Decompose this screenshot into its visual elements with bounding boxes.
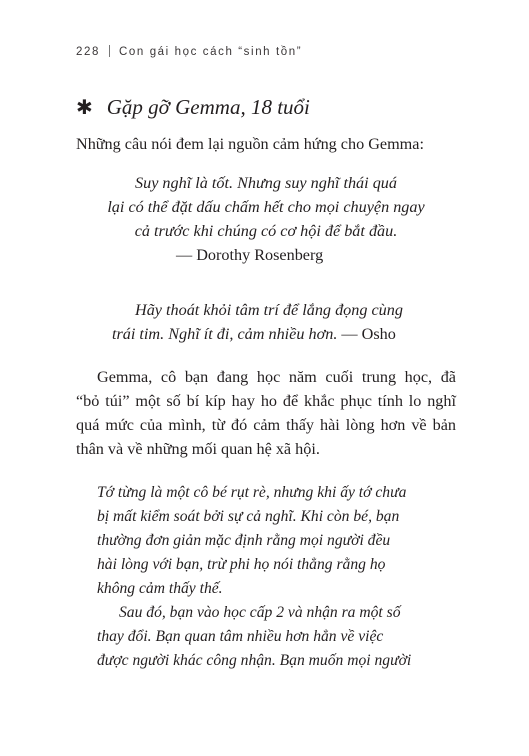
quote1-attribution: — Dorothy Rosenberg — [176, 246, 324, 264]
letter-line-1: Tớ từng là một cô bé rụt rè, nhưng khi ấy tớ chưa — [97, 484, 407, 501]
running-header — [76, 45, 302, 58]
page-number: 228 — [76, 46, 100, 58]
book-title: Con gái học cách “sinh tồn” — [119, 46, 303, 58]
quote2-attribution: — Osho — [337, 325, 396, 343]
quote1-line-1: Suy nghĩ là tốt. Nhưng suy nghĩ thái quá — [135, 174, 397, 192]
section-title-text: Gặp gỡ Gemma, 18 tuổi — [106, 95, 310, 119]
asterisk-icon: ✱ — [76, 95, 93, 119]
quote1-line-2: lại có thể đặt dấu chấm hết cho mọi chuyện ngay — [107, 198, 425, 216]
letter-line-2: bị mất kiểm soát bởi sự cả nghĩ. Khi còn bé, bạn — [97, 508, 400, 525]
letter-line-8: được người khác công nhận. Bạn muốn mọi người — [97, 652, 412, 669]
quote2-line-1: Hãy thoát khỏi tâm trí để lắng đọng cùng — [135, 301, 403, 319]
letter-line-5: không cảm thấy thế. — [97, 580, 223, 597]
quote1-line-3: cả trước khi chúng có cơ hội để bắt đầu. — [134, 222, 398, 240]
quote2-line-2 — [112, 325, 396, 344]
intro-line: Những câu nói đem lại nguồn cảm hứng cho Gemma: — [76, 135, 424, 153]
paragraph-line-1: Gemma, cô bạn đang học năm cuối trung học, đã — [97, 368, 456, 386]
letter-line-6: Sau đó, bạn vào học cấp 2 và nhận ra một số — [119, 604, 401, 621]
paragraph-line-3: quá mức của mình, từ đó cảm thấy hài lòng hơn về bản — [76, 416, 456, 434]
section-heading — [76, 95, 310, 120]
letter-line-7: thay đổi. Bạn quan tâm nhiều hơn hẳn về việc — [97, 628, 384, 645]
paragraph-line-2: “bỏ túi” một số bí kíp hay ho để khắc phục tính lo nghĩ — [76, 392, 456, 410]
letter-line-3: thường đơn giản mặc định rằng mọi người đều — [97, 532, 391, 549]
quote2-line-2-text: trái tim. Nghĩ ít đi, cảm nhiều hơn. — [112, 325, 338, 343]
header-divider — [109, 45, 110, 57]
paragraph-line-4: thân và về những mối quan hệ xã hội. — [76, 440, 320, 458]
letter-line-4: hài lòng với bạn, trừ phi họ nói thẳng rằng họ — [97, 556, 386, 573]
